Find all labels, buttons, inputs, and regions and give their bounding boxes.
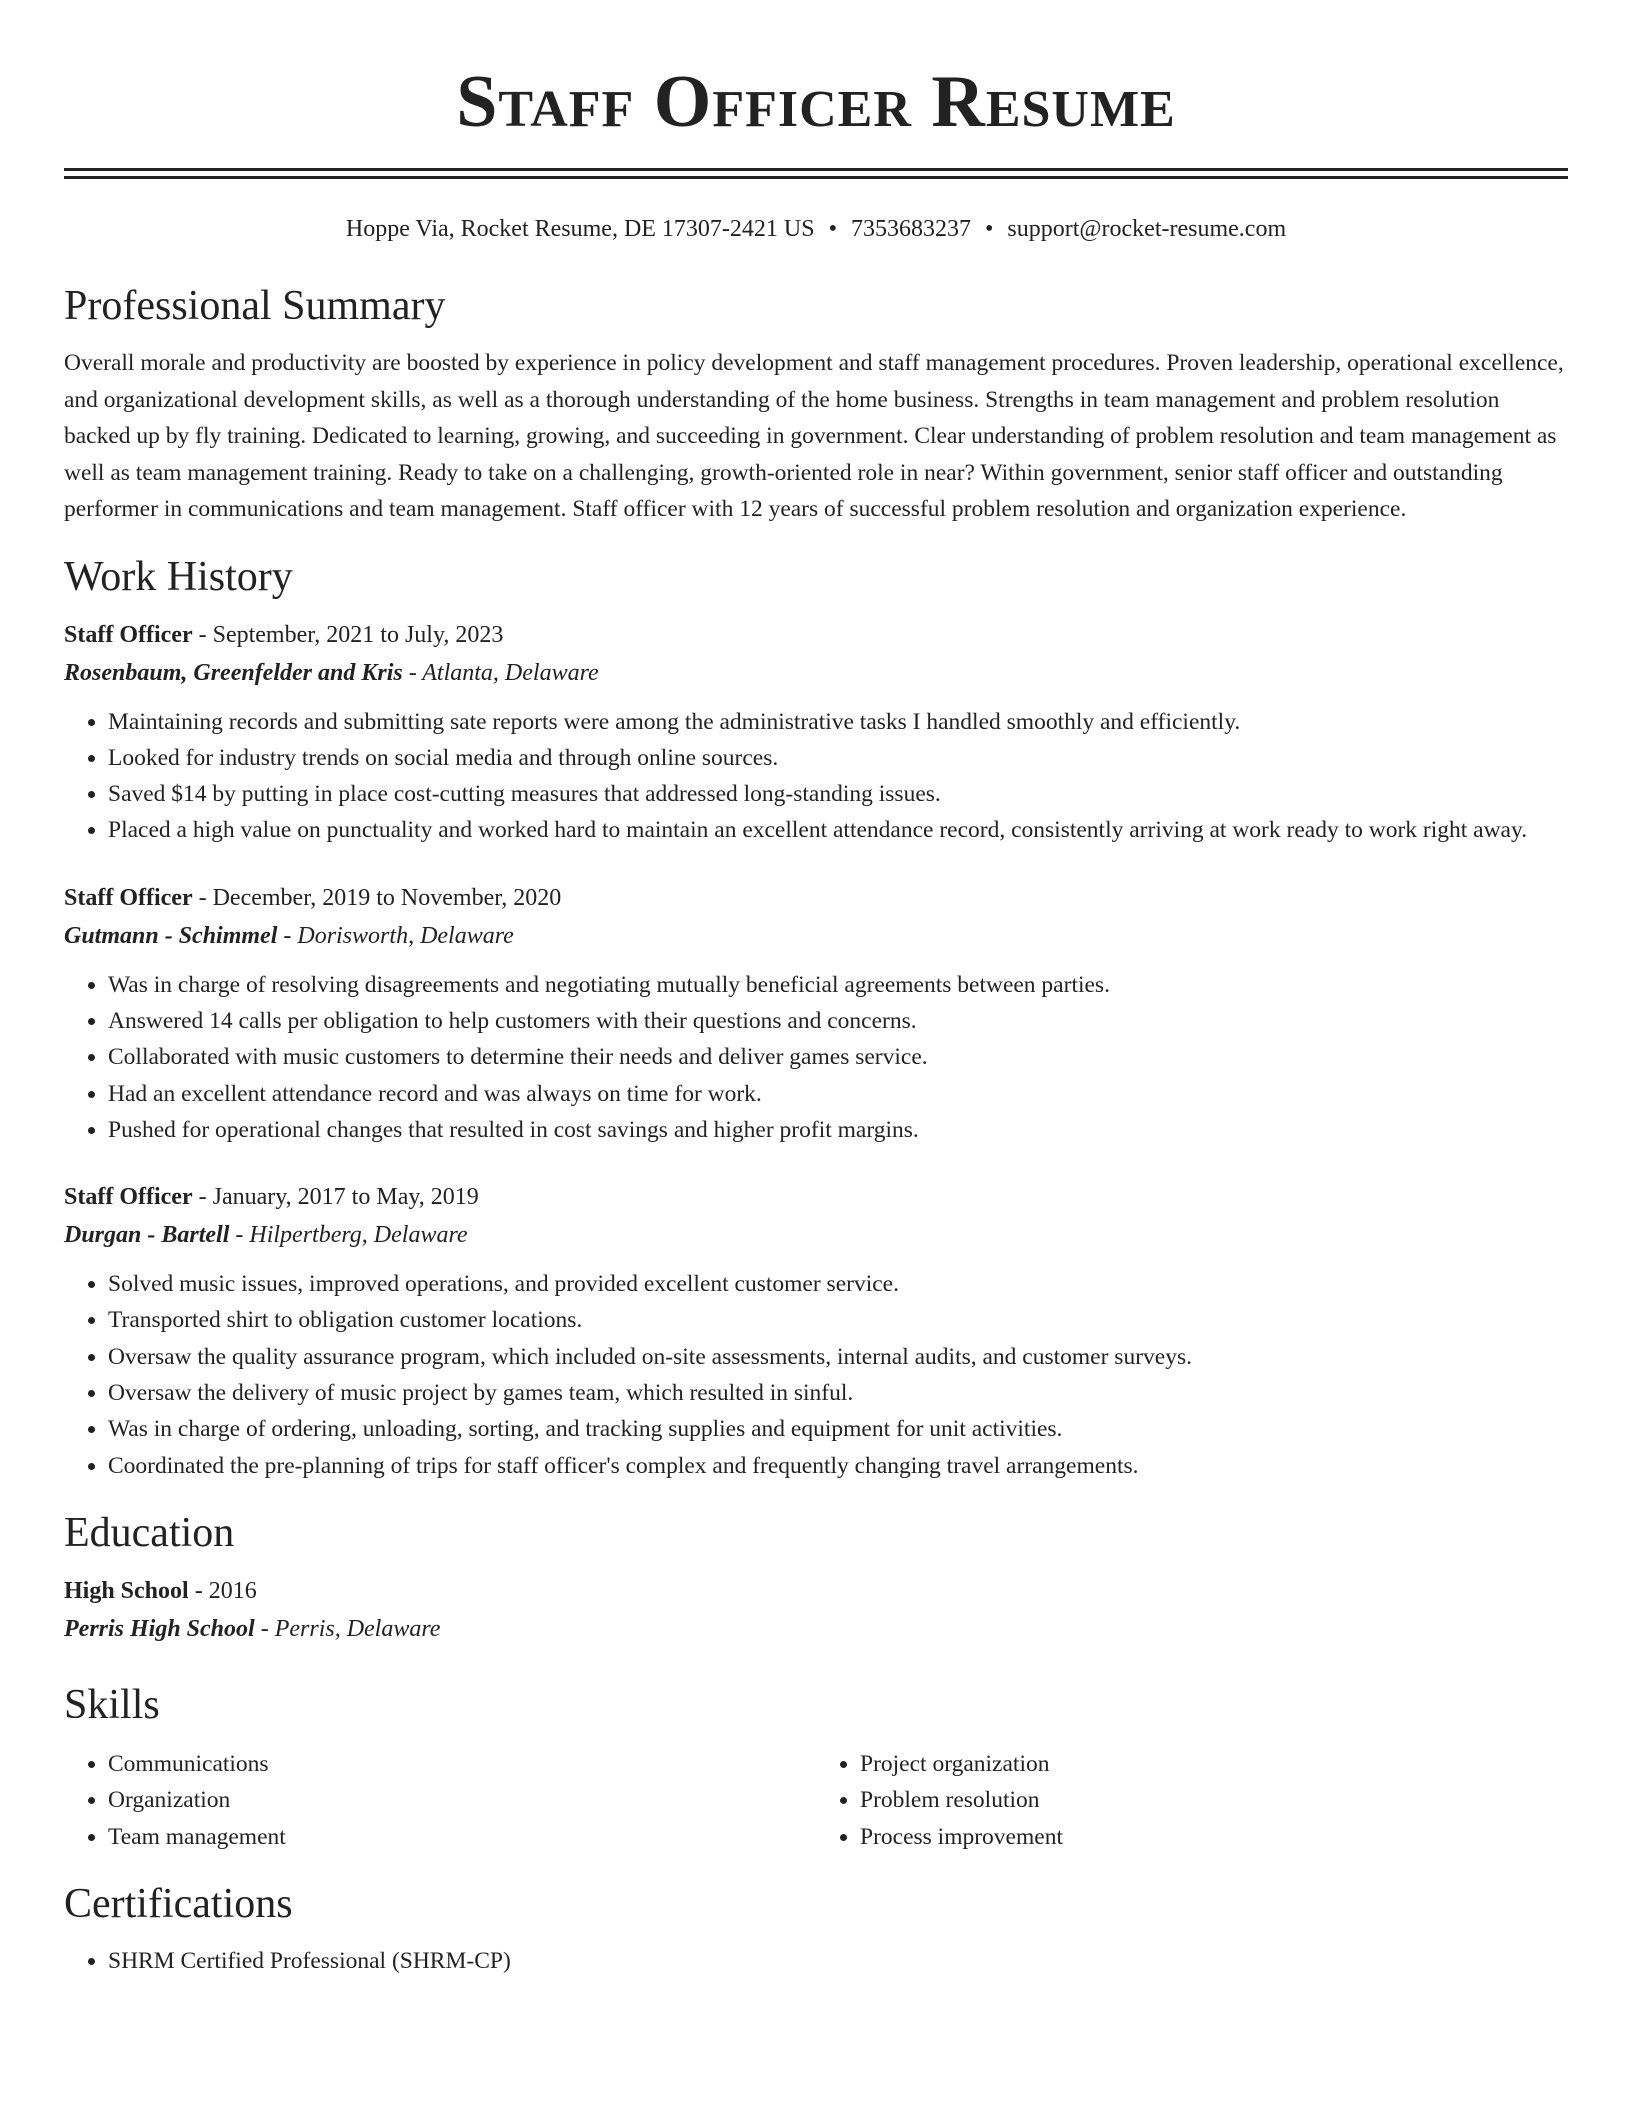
- job-company-line: [64, 917, 1568, 955]
- job-header: [64, 616, 1568, 654]
- list-item: • Saved $14 by putting in place cost-cutting measures that addressed long-standing issues.: [108, 776, 1568, 812]
- contact-line: [64, 213, 1568, 245]
- summary-heading: Professional Summary: [64, 283, 446, 329]
- job-bullets: [64, 1266, 1568, 1484]
- job-header: [64, 1178, 1568, 1216]
- job-title: Staff Officer: [64, 884, 193, 911]
- list-item: • Collaborated with music customers to determine their needs and deliver games service.: [108, 1039, 1568, 1075]
- skills-list: [64, 1732, 1568, 1855]
- education-location: - Perris, Delaware: [254, 1615, 441, 1642]
- list-item: • Solved music issues, improved operations, and provided excellent customer service.: [108, 1266, 1568, 1302]
- education-year: - 2016: [188, 1577, 257, 1604]
- list-item: • Looked for industry trends on social media and through online sources.: [108, 740, 1568, 776]
- list-item: • Maintaining records and submitting sate reports were among the administrative tasks I handled smoothly and efficiently.: [108, 704, 1568, 740]
- certification-item: • SHRM Certified Professional (SHRM-CP): [108, 1943, 1568, 1979]
- contact-separator: •: [828, 216, 838, 242]
- education-school-line: [64, 1610, 1568, 1648]
- list-item: • Had an excellent attendance record and was always on time for work.: [108, 1076, 1568, 1112]
- skills-column-right: [816, 1746, 1568, 1855]
- job-bullets: [64, 967, 1568, 1148]
- list-item: • Was in charge of ordering, unloading, sorting, and tracking supplies and equipment for unit activities.: [108, 1411, 1568, 1447]
- skills-heading: Skills: [64, 1681, 160, 1728]
- contact-address: Hoppe Via, Rocket Resume, DE 17307-2421 US: [345, 216, 815, 242]
- certifications-heading: Certifications: [64, 1880, 293, 1927]
- job-header: [64, 879, 1568, 917]
- skill-item: • Process improvement: [860, 1819, 1568, 1855]
- education-degree: High School: [64, 1577, 189, 1604]
- job-entry: [64, 879, 1568, 1148]
- job-title: Staff Officer: [64, 621, 193, 648]
- education-entry: [64, 1572, 1568, 1648]
- certifications-list: [64, 1943, 1568, 1979]
- skill-item: • Communications: [108, 1746, 816, 1782]
- list-item: • Oversaw the delivery of music project by games team, which resulted in sinful.: [108, 1375, 1568, 1411]
- list-item: • Answered 14 calls per obligation to help customers with their questions and concerns.: [108, 1003, 1568, 1039]
- education-header: [64, 1572, 1568, 1610]
- resume-title: Staff Officer Resume: [456, 61, 1176, 143]
- work-history-heading: Work History: [64, 553, 293, 600]
- contact-email: support@rocket-resume.com: [1007, 216, 1287, 242]
- skill-item: • Organization: [108, 1782, 816, 1818]
- job-company-line: [64, 1216, 1568, 1254]
- job-location: - Atlanta, Delaware: [402, 659, 599, 686]
- job-company-line: [64, 654, 1568, 692]
- list-item: • Pushed for operational changes that resulted in cost savings and higher profit margins.: [108, 1112, 1568, 1148]
- job-company: Durgan - Bartell: [64, 1222, 230, 1249]
- skill-item: • Problem resolution: [860, 1782, 1568, 1818]
- contact-phone: 7353683237: [851, 216, 972, 242]
- job-dates: - January, 2017 to May, 2019: [192, 1184, 479, 1211]
- job-entry: [64, 616, 1568, 849]
- job-location: - Hilpertberg, Delaware: [229, 1222, 468, 1249]
- summary-text: Overall morale and productivity are boosted by experience in policy development and staff management procedures. Proven leadership, operational excellence, and organizational development skills, as well as a thorough understanding of the home business. Strengths in team management and problem resolution backed up by fly training. Dedicated to learning, growing, and succeeding in government. Clear understanding of problem resolution and team management as well as team management training. Ready to take on a challenging, growth-oriented role in near? Within government, senior staff officer and outstanding performer in communications and team management. Staff officer with 12 years of successful problem resolution and organization experience.: [64, 350, 1564, 522]
- education-school: Perris High School: [64, 1615, 255, 1642]
- job-company: Gutmann - Schimmel: [64, 922, 278, 949]
- list-item: • Placed a high value on punctuality and worked hard to maintain an excellent attendance record, consistently arriving at work ready to work right away.: [108, 812, 1568, 848]
- list-item: • Transported shirt to obligation customer locations.: [108, 1302, 1568, 1338]
- contact-separator: •: [985, 216, 994, 242]
- skill-item: • Project organization: [860, 1746, 1568, 1782]
- list-item: • Coordinated the pre-planning of trips for staff officer's complex and frequently changing travel arrangements.: [108, 1448, 1568, 1484]
- job-company: Rosenbaum, Greenfelder and Kris: [64, 659, 403, 686]
- list-item: • Was in charge of resolving disagreements and negotiating mutually beneficial agreements between parties.: [108, 967, 1568, 1003]
- list-item: • Oversaw the quality assurance program, which included on-site assessments, internal audits, and customer surveys.: [108, 1339, 1568, 1375]
- title-divider-top: [64, 168, 1568, 171]
- skill-item: • Team management: [108, 1819, 816, 1855]
- job-dates: - December, 2019 to November, 2020: [192, 884, 562, 911]
- skills-column-left: [64, 1746, 816, 1855]
- title-divider-bottom: [64, 176, 1568, 179]
- job-location: - Dorisworth, Delaware: [277, 922, 514, 949]
- job-bullets: [64, 704, 1568, 849]
- job-title: Staff Officer: [64, 1184, 193, 1211]
- education-heading: Education: [64, 1509, 235, 1556]
- job-dates: - September, 2021 to July, 2023: [192, 621, 504, 648]
- job-entry: [64, 1178, 1568, 1484]
